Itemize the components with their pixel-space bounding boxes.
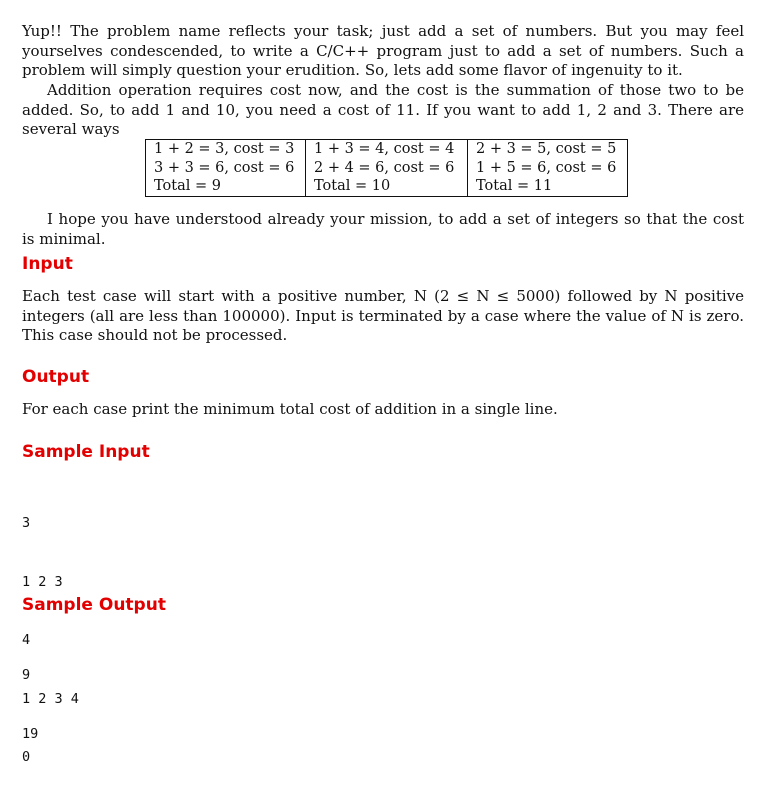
sample-input-heading: Sample Input [22,442,150,462]
intro-paragraph-2-text: Addition operation requires cost now, and the cost is the summation of those two to be added. So, to add 1 and 10, you need a cost of 11. If you want to add 1, 2 and 3. There are several ways [22,81,744,138]
sample-input-line: 4 [22,632,31,648]
intro-paragraph-1: Yup!! The problem name reflects your task; just add a set of numbers. But you may feel yourselves condescended, to write a C/C++ program just to add a set of numbers. Such a problem will simply question your erudition. So, lets add some flavor of ingenuity to it. [22,22,744,79]
mission-text: I hope you have understood already your mission, to add a set of integers so that the cost is minimal. [22,210,744,248]
table-cell: 1 + 3 = 4, cost = 4 [306,140,468,159]
output-heading: Output [22,367,90,387]
addition-ways-table [145,139,628,197]
table-cell-total: Total = 10 [306,177,468,196]
sample-input-line: 1 2 3 [22,573,63,590]
sample-output-heading: Sample Output [22,595,166,615]
sample-output-block [22,627,55,783]
input-heading: Input [22,254,73,274]
table-cell: 1 + 5 = 6, cost = 6 [468,159,628,178]
output-description: For each case print the minimum total cost of addition in a single line. [22,400,558,418]
table-cell-total: Total = 11 [468,177,628,196]
sample-output-line: 9 [22,667,31,683]
table-row [146,140,628,159]
sample-input-line: 0 [22,749,31,765]
table-row [146,177,628,196]
mission-paragraph [22,210,744,249]
sample-output-line: 19 [22,725,39,742]
table-cell: 2 + 4 = 6, cost = 6 [306,159,468,178]
sample-input-line: 3 [22,515,31,531]
input-description: Each test case will start with a positive number, N (2 ≤ N ≤ 5000) followed by N positive integers (all are less than 100000). Input is terminated by a case where the value of N is zero. This case should not be processed. [22,287,744,344]
table-cell-total: Total = 9 [146,177,306,196]
table-row [146,159,628,178]
table-cell: 3 + 3 = 6, cost = 6 [146,159,306,178]
sample-input-line: 1 2 3 4 [22,690,79,707]
table-cell: 1 + 2 = 3, cost = 3 [146,140,306,159]
intro-paragraph-2 [22,81,744,140]
table-cell: 2 + 3 = 5, cost = 5 [468,140,628,159]
